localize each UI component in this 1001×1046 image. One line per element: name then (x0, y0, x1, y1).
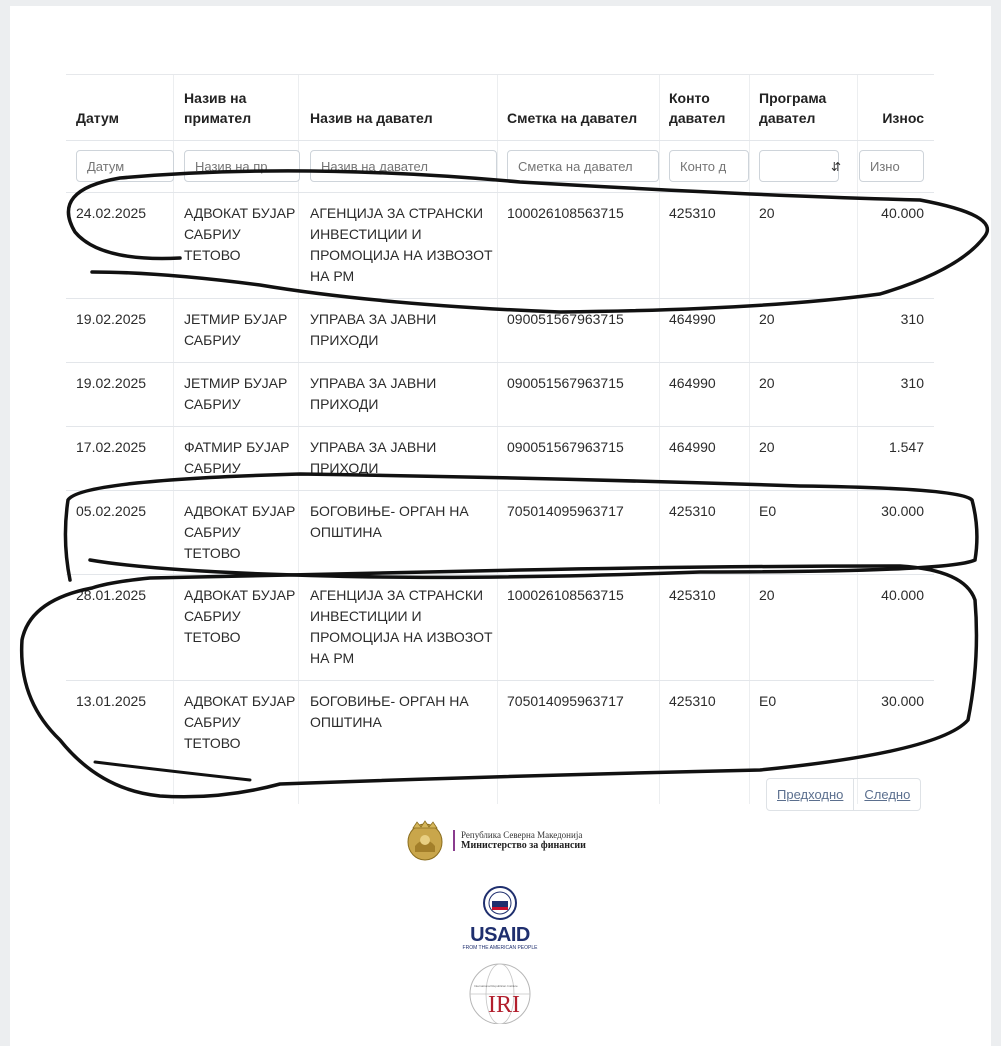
cell-program: 20 (749, 363, 849, 427)
table-row (66, 193, 934, 299)
filter-amount-input[interactable] (859, 150, 924, 182)
cell-account: 090051567963715 (497, 363, 659, 427)
ministry-name: Министерство за финансии (461, 839, 586, 851)
cell-account: 100026108563715 (497, 575, 659, 681)
filter-row (66, 141, 934, 193)
table-body (66, 193, 934, 765)
iri-logo (464, 962, 544, 1024)
cell-amount: 1.547 (849, 427, 934, 491)
cell-program: 20 (749, 427, 849, 491)
cell-recipient: ЈЕТМИР БУЈАР САБРИУ (174, 363, 300, 427)
cell-account: 705014095963717 (497, 681, 659, 765)
program-select-box[interactable] (759, 150, 839, 182)
cell-konto: 464990 (659, 427, 749, 491)
cell-recipient: ЈЕТМИР БУЈАР САБРИУ (174, 299, 300, 363)
cell-payer: УПРАВА ЗА ЈАВНИ ПРИХОДИ (300, 299, 497, 363)
table-row (66, 681, 934, 765)
cell-recipient: АДВОКАТ БУЈАР САБРИУ ТЕТОВО (174, 491, 300, 575)
cell-amount: 30.000 (849, 681, 934, 765)
cell-date: 17.02.2025 (66, 427, 174, 491)
cell-payer: УПРАВА ЗА ЈАВНИ ПРИХОДИ (300, 427, 497, 491)
transactions-table (66, 74, 934, 765)
table-row (66, 575, 934, 681)
cell-date: 19.02.2025 (66, 299, 174, 363)
cell-date: 05.02.2025 (66, 491, 174, 575)
cell-account: 090051567963715 (497, 427, 659, 491)
cell-recipient: АДВОКАТ БУЈАР САБРИУ ТЕТОВО (174, 193, 300, 299)
table-row (66, 363, 934, 427)
cell-recipient: АДВОКАТ БУЈАР САБРИУ ТЕТОВО (174, 575, 300, 681)
ministry-logo (405, 818, 586, 862)
header-row (66, 75, 934, 141)
col-header-program[interactable]: Програма давател (749, 75, 849, 141)
cell-payer: АГЕНЦИЈА ЗА СТРАНСКИ ИНВЕСТИЦИИ И ПРОМОЦИЈА НА ИЗВОЗОТ НА РМ (300, 575, 497, 681)
col-header-date[interactable]: Датум (66, 75, 174, 141)
filter-account-input[interactable] (507, 150, 659, 182)
usaid-tagline: FROM THE AMERICAN PEOPLE (462, 945, 538, 951)
filter-payer-input[interactable] (310, 150, 497, 182)
transactions-table-wrap (66, 74, 934, 765)
cell-payer: БОГОВИЊЕ- ОРГАН НА ОПШТИНА (300, 491, 497, 575)
col-header-amount[interactable]: Износ (849, 75, 934, 141)
cell-amount: 40.000 (849, 193, 934, 299)
cell-program: 20 (749, 193, 849, 299)
cell-konto: 425310 (659, 491, 749, 575)
cell-konto: 464990 (659, 363, 749, 427)
previous-page-link[interactable]: Предходно (777, 787, 844, 802)
iri-tagline: International Republican Institute (474, 984, 518, 988)
filter-recipient-input[interactable] (184, 150, 300, 182)
cell-payer: АГЕНЦИЈА ЗА СТРАНСКИ ИНВЕСТИЦИИ И ПРОМОЦИЈА НА ИЗВОЗОТ НА РМ (300, 193, 497, 299)
col-header-payer[interactable]: Назив на давател (300, 75, 497, 141)
select-chevron-icon: ⇵ (830, 160, 841, 174)
table-row (66, 299, 934, 363)
cell-account: 090051567963715 (497, 299, 659, 363)
cell-date: 24.02.2025 (66, 193, 174, 299)
cell-account: 100026108563715 (497, 193, 659, 299)
usaid-seal-icon (483, 886, 517, 920)
filter-program-select[interactable] (749, 150, 849, 182)
cell-program: 20 (749, 575, 849, 681)
cell-date: 13.01.2025 (66, 681, 174, 765)
ministry-country: Република Северна Македонија (461, 829, 583, 840)
cell-amount: 40.000 (849, 575, 934, 681)
cell-payer: БОГОВИЊЕ- ОРГАН НА ОПШТИНА (300, 681, 497, 765)
table-row (66, 491, 934, 575)
filter-konto-input[interactable] (669, 150, 749, 182)
cell-konto: 425310 (659, 681, 749, 765)
table-row (66, 427, 934, 491)
usaid-logo (462, 886, 538, 951)
cell-konto: 425310 (659, 575, 749, 681)
cell-amount: 310 (849, 299, 934, 363)
cell-amount: 30.000 (849, 491, 934, 575)
cell-date: 19.02.2025 (66, 363, 174, 427)
col-header-recipient[interactable]: Назив на примател (174, 75, 300, 141)
cell-payer: УПРАВА ЗА ЈАВНИ ПРИХОДИ (300, 363, 497, 427)
col-header-konto[interactable]: Конто давател (659, 75, 749, 141)
cell-konto: 425310 (659, 193, 749, 299)
cell-program: Е0 (749, 681, 849, 765)
iri-wordmark: IRI (488, 992, 520, 1018)
cell-account: 705014095963717 (497, 491, 659, 575)
col-header-account[interactable]: Сметка на давател (497, 75, 659, 141)
next-page-link[interactable]: Следно (853, 779, 920, 810)
usaid-wordmark: USAID (470, 924, 530, 946)
pagination (766, 778, 921, 811)
cell-date: 28.01.2025 (66, 575, 174, 681)
cell-konto: 464990 (659, 299, 749, 363)
cell-amount: 310 (849, 363, 934, 427)
cell-program: Е0 (749, 491, 849, 575)
filter-date-input[interactable] (76, 150, 174, 182)
cell-program: 20 (749, 299, 849, 363)
cell-recipient: ФАТМИР БУЈАР САБРИУ (174, 427, 300, 491)
cell-recipient: АДВОКАТ БУЈАР САБРИУ ТЕТОВО (174, 681, 300, 765)
coat-of-arms-icon (405, 818, 445, 862)
